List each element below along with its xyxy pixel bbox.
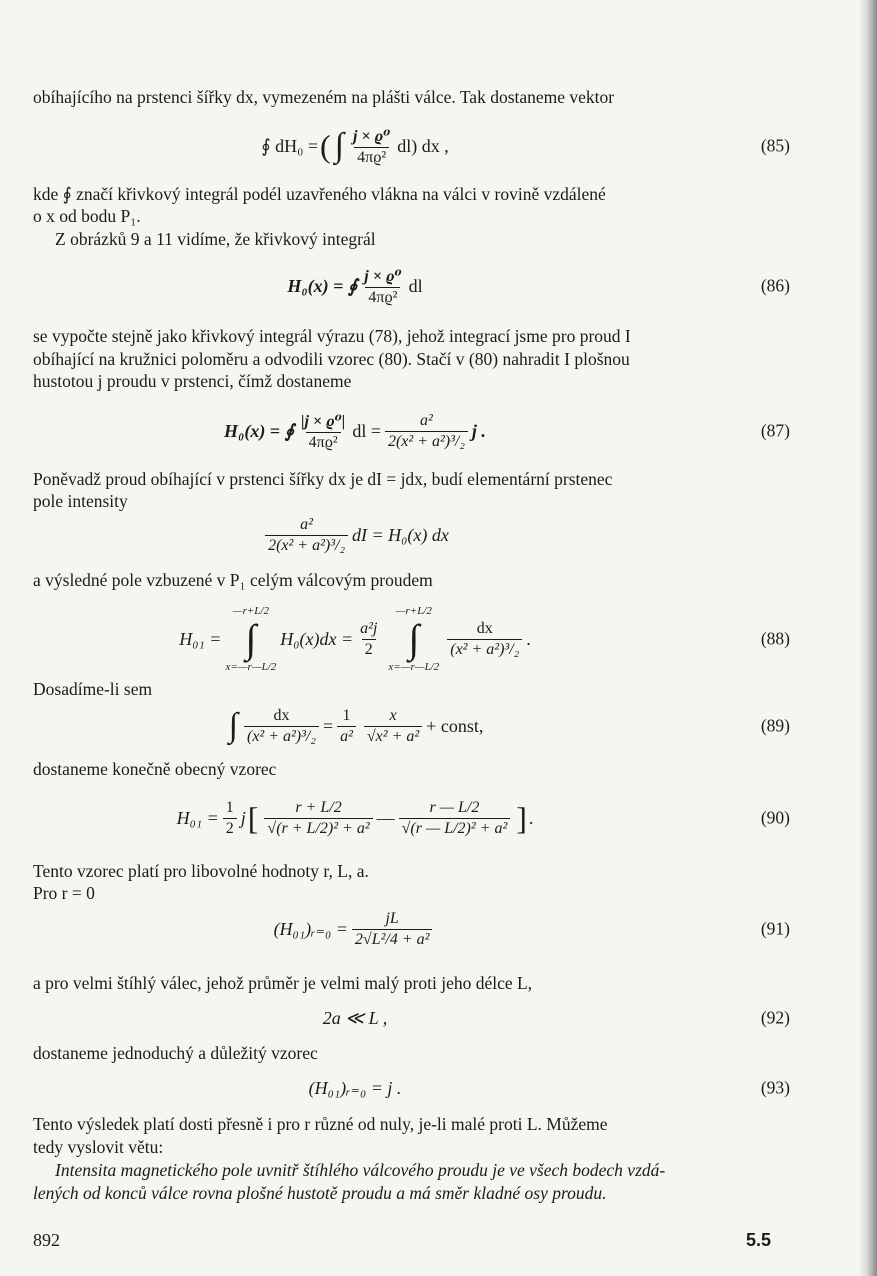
fraction [223, 799, 237, 838]
fraction [385, 412, 468, 451]
integral-with-limits [225, 605, 276, 673]
equation-91 [0, 898, 790, 960]
denominator: 2(x² + a²)³/₂ [265, 535, 348, 555]
text-line: Z obrázků 9 a 11 vidíme, že křivkový integrál [55, 229, 376, 249]
equation-number: (85) [760, 135, 790, 156]
numerator: 1 [342, 706, 351, 724]
section-number: 5.5 [746, 1230, 772, 1250]
eq-lhs: H₀₁ = [176, 807, 219, 828]
text-line: a pro velmi štíhlý válec, jehož průměr je velmi malý proti jeho délce L, [33, 973, 533, 993]
theorem-line: lených od konců válce rovna plošné hustotě proudu a má směr kladné osy proudu. [33, 1183, 607, 1203]
denominator: 2 [362, 639, 376, 659]
upper-limit: —r+L/2 [232, 605, 269, 617]
text-line: Poněvadž proud obíhající v prstenci šířky dx je dI = jdx, budí elementární prstenec [33, 469, 613, 489]
text-line: Dosadíme-li sem [33, 679, 153, 699]
page-edge-shadow [859, 0, 877, 1276]
numerator: 1 [225, 798, 234, 816]
eq-lhs: H₀₁ = [179, 628, 222, 649]
eq-lhs: ∮ dH₀ = [261, 135, 318, 156]
fraction [399, 799, 511, 838]
eq-body: (H₀₁)ᵣ₌₀ = j . [308, 1077, 402, 1098]
bracket-open: [ [247, 800, 259, 836]
denominator: 2(x² + a²)³/₂ [385, 431, 468, 451]
equation-dI [0, 505, 790, 565]
eq-mid: H₀(x)dx = [280, 628, 354, 649]
equation-number: (88) [760, 628, 790, 649]
equation-number: (92) [760, 1007, 790, 1028]
numerator: j × ϱ⁰ [352, 127, 391, 145]
numerator: r + L/2 [295, 798, 342, 816]
text-line: dostaneme jednoduchý a důležitý vzorec [33, 1043, 318, 1063]
denominator: a² [337, 726, 356, 746]
denominator: 4πϱ² [365, 287, 400, 307]
eq-tail: + const, [426, 715, 484, 736]
eq-tail: . [526, 628, 531, 649]
eq-minus: — [376, 807, 395, 828]
integral-sign: ∫ [408, 616, 420, 661]
equation-number: (86) [760, 275, 790, 296]
equation-90 [0, 784, 790, 852]
fraction [298, 411, 348, 452]
numerator: a² [420, 411, 433, 429]
text-line: se vypočte stejně jako křivkový integrál výrazu (78), jehož integrací jsme pro proud I [33, 326, 631, 346]
text-line: hustotou j proudu v prstenci, čímž dostaneme [33, 371, 352, 391]
lower-limit: x=—r—L/2 [388, 661, 440, 673]
numerator: dx [476, 619, 493, 637]
numerator: j × ϱ⁰ [364, 267, 402, 285]
eq-lhs: H₀(x) = ∮ [287, 275, 358, 296]
numerator: |j × ϱ⁰| [300, 412, 346, 430]
eq-body: 2a ≪ L , [322, 1007, 388, 1028]
eq-equals: = [322, 715, 334, 736]
text-line: Tento vzorec platí pro libovolné hodnoty r, L, a. [33, 861, 369, 881]
denominator: √(r + L/2)² + a² [264, 818, 372, 838]
integral-sign: ∫ [334, 127, 344, 164]
denominator: √(r — L/2)² + a² [399, 818, 511, 838]
integral-sign: ∫ [245, 616, 257, 661]
numerator: x [389, 706, 397, 724]
equation-92 [0, 1000, 790, 1036]
text-line: Pro r = 0 [33, 883, 95, 903]
fraction [264, 799, 372, 838]
denominator: 4πϱ² [306, 432, 341, 452]
upper-limit: —r+L/2 [395, 605, 432, 617]
eq-j: j [240, 807, 246, 828]
equation-number: (89) [760, 715, 790, 736]
denominator: 4πϱ² [354, 147, 389, 167]
eq-tail: dI = H₀(x) dx [352, 524, 449, 545]
eq-tail: dl [408, 275, 423, 296]
fraction [364, 707, 422, 746]
text-line: Tento výsledek platí dosti přesně i pro r různé od nuly, je-li malé proti L. Můžeme [33, 1114, 608, 1134]
equation-number: (93) [760, 1077, 790, 1098]
text-line: tedy vyslovit větu: [33, 1137, 164, 1157]
eq-tail: dl) dx , [397, 135, 449, 156]
equation-86 [0, 256, 790, 316]
eq-mid: dl = [352, 420, 381, 441]
text-line: obíhajícího na prstenci šířky dx, vymezeném na plášti válce. Tak dostaneme vektor [33, 87, 615, 107]
paren-open: ( [320, 128, 331, 164]
equation-93 [0, 1070, 790, 1106]
denominator: (x² + a²)³/₂ [244, 726, 319, 746]
equation-85 [0, 116, 790, 176]
equation-number: (90) [760, 807, 790, 828]
fraction [361, 266, 404, 307]
numerator: a² [300, 515, 313, 533]
fraction [352, 910, 433, 949]
text-line: dostaneme konečně obecný vzorec [33, 759, 277, 779]
eq-tail: j . [471, 420, 486, 441]
fraction [244, 707, 319, 746]
text-line: kde ∮ značí křivkový integrál podél uzavřeného vlákna na válci v rovině vzdálené [33, 184, 606, 204]
equation-number: (87) [760, 420, 790, 441]
fraction [350, 126, 393, 167]
theorem-line: Intensita magnetického pole uvnitř štíhlého válcového proudu je ve všech bodech vzdá- [55, 1160, 666, 1180]
numerator: r — L/2 [429, 798, 480, 816]
eq-tail: . [528, 807, 534, 828]
denominator: √x² + a² [364, 726, 422, 746]
fraction [265, 516, 348, 555]
integral-sign: ∫ [228, 707, 238, 744]
text-line: obíhající na kružnici poloměru a odvodili vzorec (80). Stačí v (80) nahradit I plošnou [33, 349, 630, 369]
text-line: o x od bodu P₁. [33, 206, 141, 226]
eq-lhs: (H₀₁)ᵣ₌₀ = [273, 918, 348, 939]
lower-limit: x=—r—L/2 [225, 661, 277, 673]
fraction [337, 707, 356, 746]
fraction [357, 620, 380, 659]
eq-lhs: H₀(x) = ∮ [224, 420, 294, 441]
equation-87 [0, 398, 790, 464]
fraction [447, 620, 522, 659]
denominator: (x² + a²)³/₂ [447, 639, 522, 659]
equation-88 [0, 597, 790, 681]
text-line: a výsledné pole vzbuzené v P₁ celým válcovým proudem [33, 570, 433, 590]
integral-with-limits [388, 605, 439, 673]
page-number: 892 [33, 1230, 60, 1250]
denominator: 2 [223, 818, 237, 838]
equation-89 [0, 694, 790, 758]
denominator: 2√L²/4 + a² [352, 929, 433, 949]
numerator: a²j [360, 619, 378, 637]
numerator: jL [385, 909, 399, 927]
numerator: dx [273, 706, 290, 724]
text-line: pole intensity [33, 491, 128, 511]
equation-number: (91) [760, 918, 790, 939]
bracket-close: ] [516, 800, 527, 836]
